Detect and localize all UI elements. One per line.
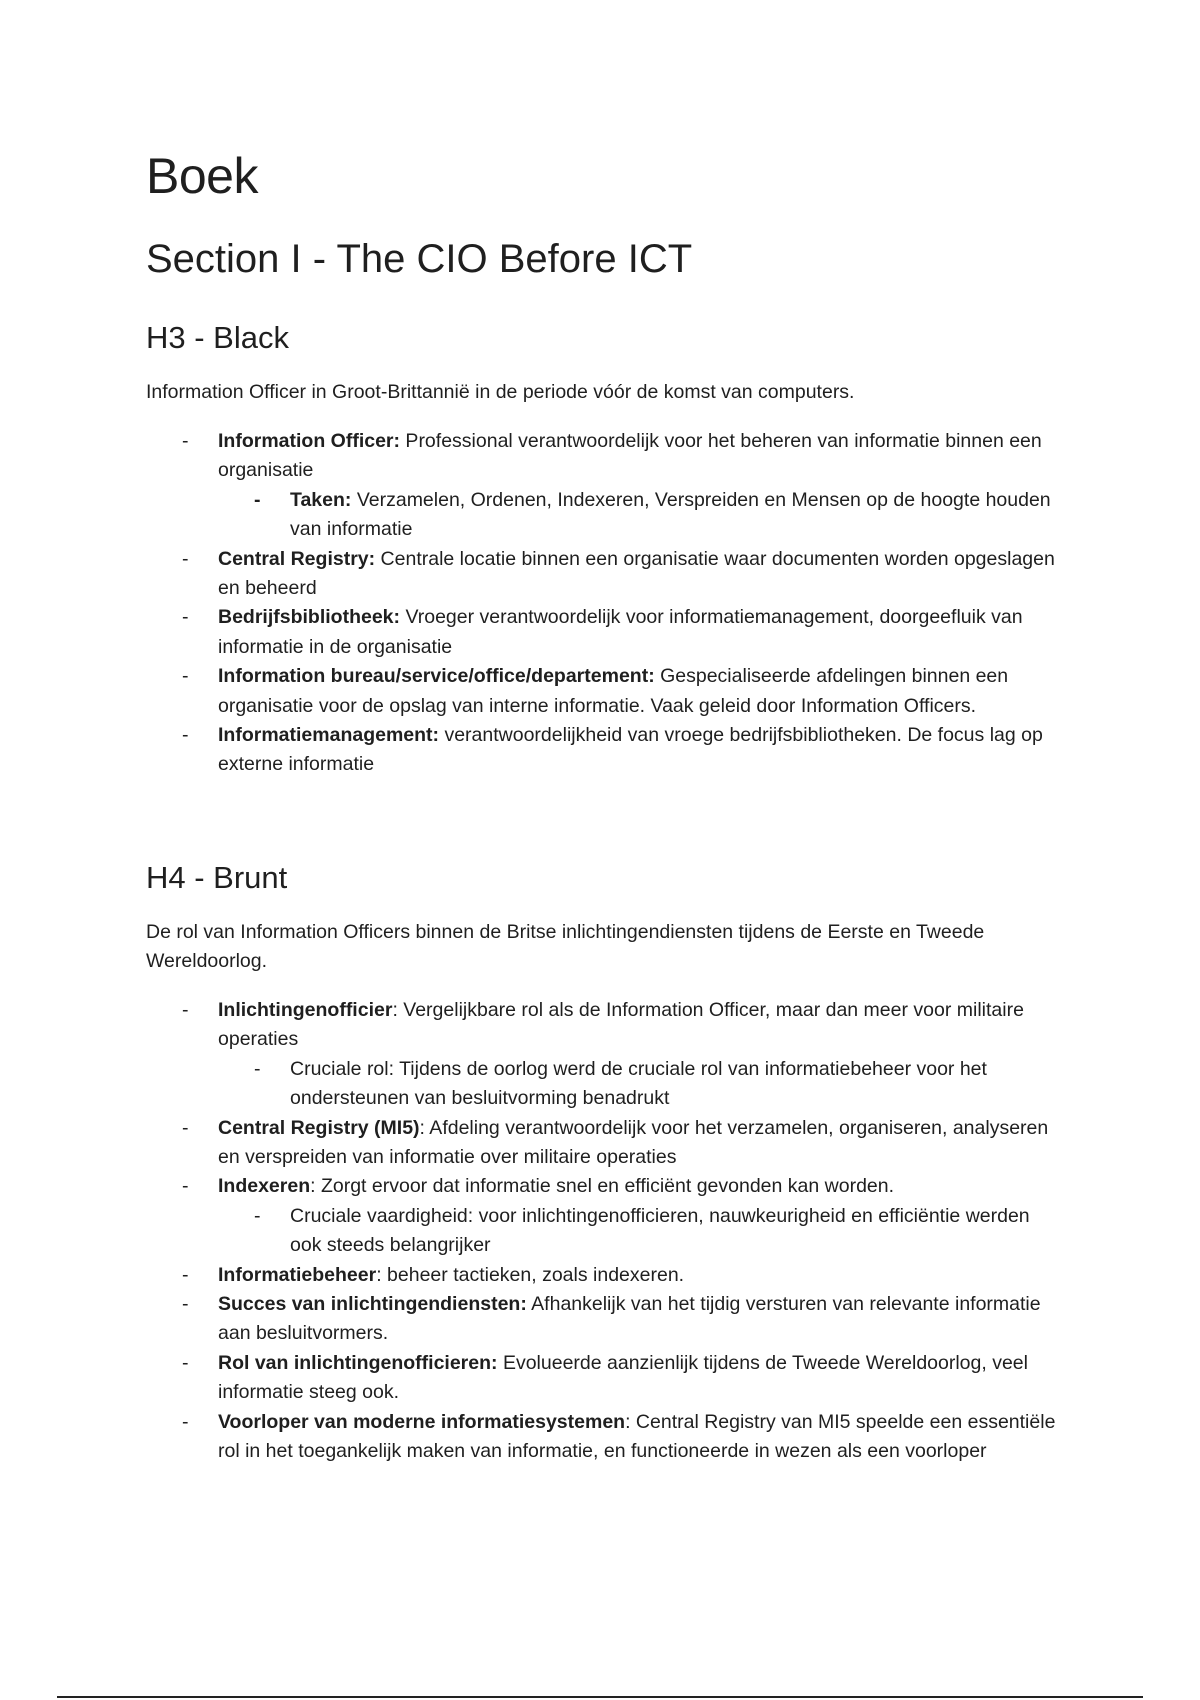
sub-list-item-text: Cruciale rol: Tijdens de oorlog werd de cruciale rol van informatiebeheer voor het ondersteunen van besluitvorming benadrukt (290, 1057, 987, 1110)
dash-bullet: - (254, 1204, 261, 1227)
section-black (146, 318, 1066, 780)
list-item-text: : beheer tactieken, zoals indexeren. (376, 1263, 685, 1286)
list-item-text: verantwoordelijkheid van vroege bedrijfsbibliotheken. De focus lag op externe informatie (218, 724, 1043, 776)
list-item-text: : Central Registry van MI5 speelde een essentiële rol in het toegankelijk maken van informatie, en functioneerde in wezen als een voorloper (218, 1410, 1056, 1463)
dash-bullet: - (182, 1116, 189, 1139)
dash-bullet: - (182, 1351, 189, 1374)
list-item (146, 721, 1066, 780)
dash-bullet: - (182, 430, 189, 452)
list-item-term: Rol van inlichtingenofficieren: (218, 1351, 498, 1374)
list-item (146, 603, 1066, 662)
list-item-term: Bedrijfsbibliotheek: (218, 606, 401, 629)
section-brunt (146, 858, 1066, 1467)
list-item-term: Central Registry (MI5) (218, 1116, 420, 1139)
dash-bullet: - (182, 606, 189, 629)
dash-bullet: - (182, 665, 189, 688)
footer-divider (57, 1696, 1143, 1698)
section-intro: De rol van Information Officers binnen de Britse inlichtingendiensten tijdens de Eerste en Tweede Wereldoorlog. (146, 921, 985, 972)
list-item (146, 427, 1066, 545)
list-item (146, 545, 1066, 604)
list-item-text: : Afdeling verantwoordelijk voor het verzamelen, organiseren, analyseren en verspreiden van informatie over militaire operaties (218, 1116, 1049, 1169)
sub-list-item-text: Cruciale vaardigheid: voor inlichtingenofficieren, nauwkeurigheid en efficiëntie werden ook steeds belangrijker (290, 1204, 1030, 1257)
list-item (146, 996, 1066, 1114)
sub-bullet-list (218, 486, 1066, 545)
list-item-term: Voorloper van moderne informatiesystemen (218, 1410, 626, 1433)
bullet-list (146, 427, 1066, 780)
dash-bullet: - (182, 1175, 189, 1198)
list-item-term: Informatiebeheer (218, 1263, 377, 1286)
section-heading: H4 - Brunt (146, 860, 288, 895)
dash-bullet: - (182, 547, 189, 570)
list-item-term: Succes van inlichtingendiensten: (218, 1293, 527, 1316)
list-item-text: Gespecialiseerde afdelingen binnen een organisatie voor de opslag van interne informatie. Vaak geleid door Information Officers. (218, 665, 1009, 717)
dash-bullet: - (254, 1057, 261, 1080)
section-heading: H3 - Black (146, 320, 289, 355)
list-item-text: Professional verantwoordelijk voor het beheren van informatie binnen een organisatie (218, 430, 1042, 482)
section-title: Section I - The CIO Before ICT (146, 237, 693, 281)
sub-list-item-text: Verzamelen, Ordenen, Indexeren, Verspreiden en Mensen op de hoogte houden van informatie (290, 488, 1051, 541)
section-intro: Information Officer in Groot-Brittannië in de periode vóór de komst van computers. (146, 381, 855, 403)
list-item (146, 1408, 1066, 1467)
sub-list-item (218, 1202, 1066, 1261)
list-item (146, 1290, 1066, 1349)
list-item-term: Information Officer: (218, 430, 401, 452)
sub-list-item (218, 486, 1066, 545)
list-item-term: Inlichtingenofficier (218, 999, 393, 1021)
sub-list-item-term: Taken: (290, 488, 352, 511)
dash-bullet: - (182, 1293, 189, 1316)
list-item-term: Central Registry: (218, 547, 376, 570)
list-item (146, 662, 1066, 721)
list-item (146, 1261, 1066, 1290)
dash-bullet: - (182, 724, 189, 747)
sub-bullet-list (218, 1055, 1066, 1114)
document-title: Boek (146, 148, 258, 204)
dash-bullet: - (182, 1263, 189, 1286)
list-item (146, 1349, 1066, 1408)
list-item (146, 1172, 1066, 1260)
dash-bullet: - (182, 1410, 189, 1433)
list-item-text: : Zorgt ervoor dat informatie snel en efficiënt gevonden kan worden. (310, 1175, 895, 1198)
list-item-text: Vroeger verantwoordelijk voor informatiemanagement, doorgeefluik van informatie in de organisatie (218, 606, 1023, 658)
list-item-term: Information bureau/service/office/departement: (218, 665, 655, 688)
list-item-text: : Vergelijkbare rol als de Information Officer, maar dan meer voor militaire operaties (218, 999, 1024, 1051)
sub-bullet-list (218, 1202, 1066, 1261)
sub-list-item (218, 1055, 1066, 1114)
list-item-term: Informatiemanagement: (218, 724, 440, 747)
list-item-term: Indexeren (218, 1175, 311, 1198)
list-item-text: Evolueerde aanzienlijk tijdens de Tweede Wereldoorlog, veel informatie steeg ook. (218, 1351, 1028, 1404)
bullet-list (146, 996, 1066, 1467)
list-item-text: Afhankelijk van het tijdig versturen van relevante informatie aan besluitvormers. (218, 1293, 1041, 1345)
list-item (146, 1114, 1066, 1173)
dash-bullet: - (254, 488, 261, 511)
list-item-text: Centrale locatie binnen een organisatie waar documenten worden opgeslagen en beheerd (218, 547, 1055, 600)
dash-bullet: - (182, 999, 189, 1021)
